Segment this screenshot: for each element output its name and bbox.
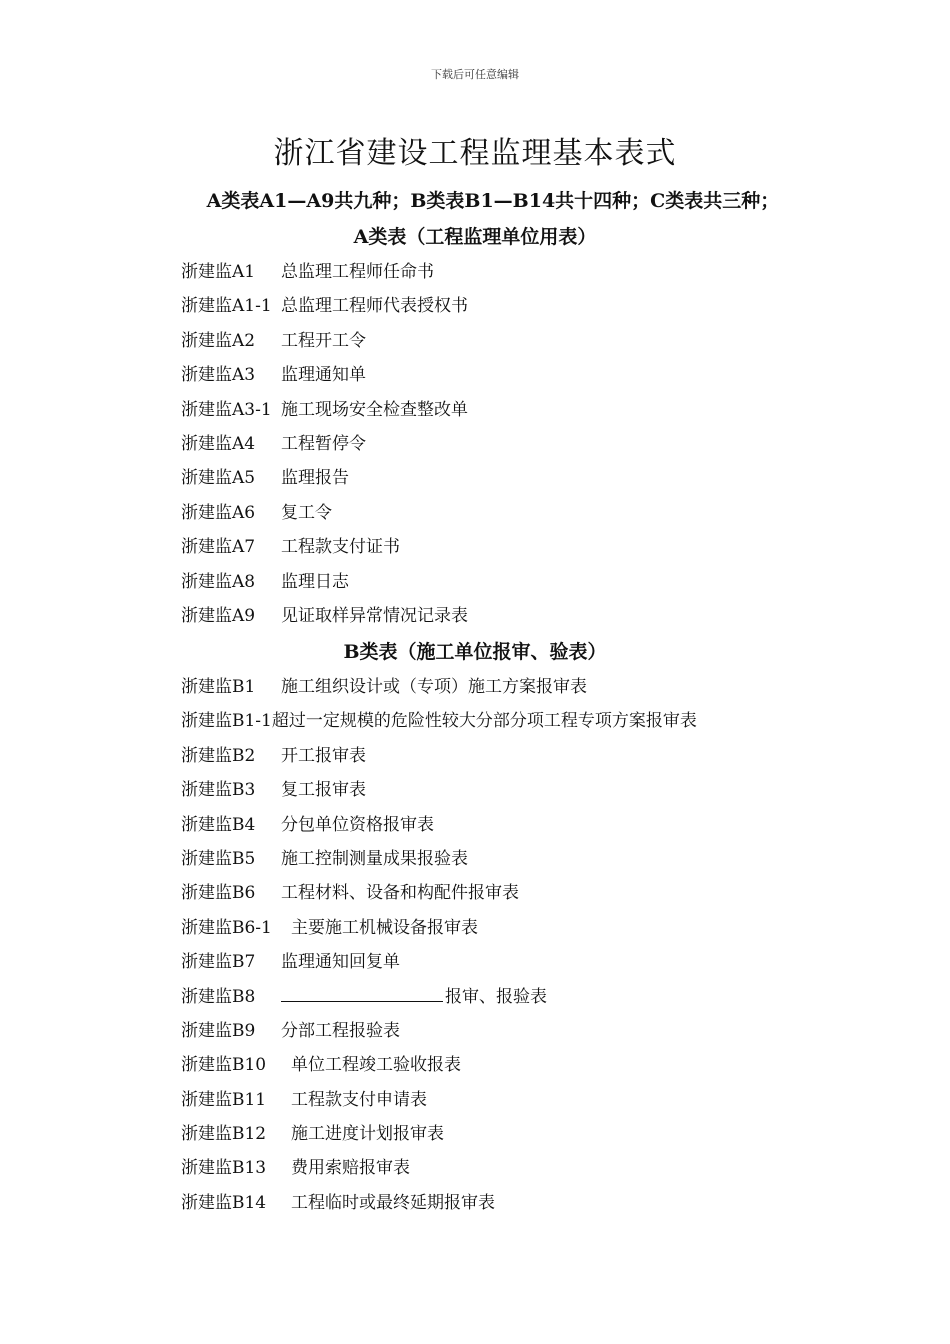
form-name: 工程暂停令 [281, 433, 366, 454]
form-code: 浙建监B3 [181, 780, 256, 801]
form-name: 费用索赔报审表 [291, 1158, 410, 1179]
list-item-b8 [181, 980, 697, 1014]
form-code: 浙建监A3-1 [181, 399, 272, 420]
list-item-a1-1 [181, 289, 468, 323]
form-code: 浙建监A5 [181, 468, 256, 489]
form-name: 主要施工机械设备报审表 [291, 917, 478, 938]
list-item-b11 [181, 1083, 697, 1117]
form-name: 监理报告 [281, 468, 349, 489]
form-code: 浙建监A4 [181, 433, 256, 454]
form-name: 复工报审表 [281, 780, 366, 801]
form-code: 浙建监B9 [181, 1020, 256, 1041]
list-item-b12 [181, 1117, 697, 1151]
document-title: 浙江省建设工程监理基本表式 [273, 136, 677, 171]
header-note: 下载后可任意编辑 [431, 68, 519, 81]
form-name: 监理通知单 [281, 365, 366, 386]
list-item-a6 [181, 496, 468, 530]
blank-underline [281, 981, 443, 1002]
list-item-b1-1 [181, 704, 697, 738]
form-name: 复工令 [281, 502, 332, 523]
list-item-b7 [181, 945, 697, 979]
list-item-b3 [181, 773, 697, 807]
form-code: 浙建监B4 [181, 814, 256, 835]
list-item-a7 [181, 530, 468, 564]
form-code: 浙建监A2 [181, 330, 256, 351]
form-code: 浙建监B14 [181, 1192, 267, 1213]
form-name: 总监理工程师任命书 [281, 262, 434, 282]
list-item-b6-1 [181, 911, 697, 945]
list-item-a2 [181, 324, 468, 358]
form-name: 施工现场安全检查整改单 [281, 399, 468, 420]
list-item-a4 [181, 427, 468, 461]
form-code: 浙建监B5 [181, 848, 256, 869]
form-name: 工程开工令 [281, 330, 366, 351]
form-name: 开工报审表 [281, 745, 366, 766]
form-code: 浙建监B7 [181, 952, 256, 973]
form-code: 浙建监A3 [181, 365, 256, 386]
form-code: 浙建监B11 [181, 1089, 267, 1110]
form-code: 浙建监B12 [181, 1124, 267, 1145]
section-b-heading: B类表（施工单位报审、验表） [343, 641, 607, 663]
form-name: 监理通知回复单 [281, 952, 400, 973]
summary-line: A类表A1—A9共九种；B类表B1—B14共十四种；C类表共三种； [206, 190, 780, 212]
form-code: 浙建监B6 [181, 883, 256, 904]
form-code: 浙建监B13 [181, 1158, 267, 1179]
form-name: 报审、报验表 [445, 986, 547, 1007]
form-code: 浙建监A1-1 [181, 296, 272, 317]
form-name: 超过一定规模的危险性较大分部分项工程专项方案报审表 [271, 711, 697, 732]
list-item-b5 [181, 842, 697, 876]
list-item-a9 [181, 599, 468, 633]
form-code: 浙建监A8 [181, 571, 256, 592]
section-a-list [181, 255, 468, 633]
form-code: 浙建监A7 [181, 537, 256, 558]
list-item-b14 [181, 1186, 697, 1220]
form-code: 浙建监B2 [181, 745, 256, 766]
section-a-heading: A类表（工程监理单位用表） [353, 226, 597, 248]
list-item-b2 [181, 739, 697, 773]
form-code: 浙建监B1 [181, 677, 256, 697]
form-code: 浙建监A9 [181, 605, 256, 626]
form-code: 浙建监B10 [181, 1055, 267, 1076]
form-name: 施工组织设计或（专项）施工方案报审表 [281, 677, 587, 697]
list-item-a1 [181, 255, 468, 289]
form-code: 浙建监B8 [181, 986, 256, 1007]
list-item-a8 [181, 565, 468, 599]
form-name: 工程款支付申请表 [291, 1089, 427, 1110]
list-item-a3-1 [181, 393, 468, 427]
form-code: 浙建监B6-1 [181, 917, 272, 938]
form-name: 总监理工程师代表授权书 [281, 296, 468, 317]
list-item-b4 [181, 808, 697, 842]
form-name: 工程临时或最终延期报审表 [291, 1192, 495, 1213]
form-name: 工程材料、设备和构配件报审表 [281, 883, 519, 904]
list-item-b1 [181, 670, 697, 704]
form-name: 工程款支付证书 [281, 537, 400, 558]
list-item-b6 [181, 876, 697, 910]
form-name: 单位工程竣工验收报表 [291, 1055, 461, 1076]
list-item-b10 [181, 1048, 697, 1082]
form-name: 施工控制测量成果报验表 [281, 848, 468, 869]
list-item-b13 [181, 1151, 697, 1185]
form-code: 浙建监A1 [181, 262, 256, 282]
form-name: 见证取样异常情况记录表 [281, 605, 468, 626]
form-name: 监理日志 [281, 571, 349, 592]
form-name: 分包单位资格报审表 [281, 814, 434, 835]
form-code: 浙建监B1-1 [181, 711, 272, 732]
list-item-a5 [181, 461, 468, 495]
section-b-list [181, 670, 697, 1220]
form-name: 分部工程报验表 [281, 1020, 400, 1041]
form-code: 浙建监A6 [181, 502, 256, 523]
form-name: 施工进度计划报审表 [291, 1124, 444, 1145]
list-item-b9 [181, 1014, 697, 1048]
list-item-a3 [181, 358, 468, 392]
